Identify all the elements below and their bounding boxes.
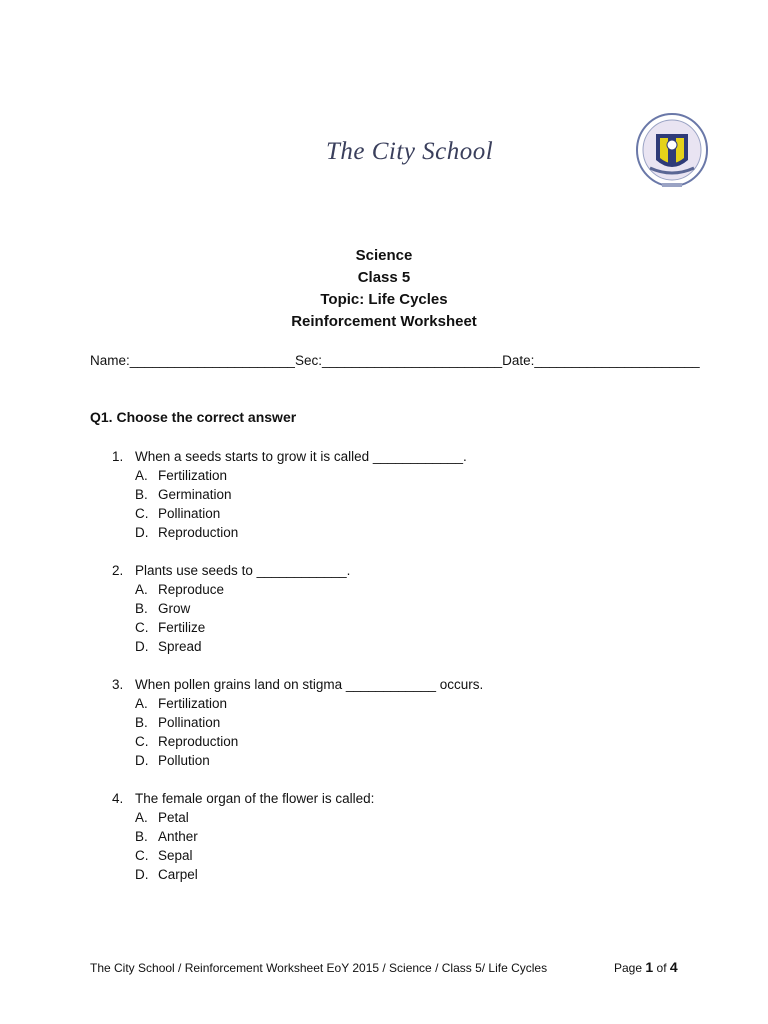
option-letter: B.	[135, 487, 148, 502]
option-text: Spread	[158, 639, 202, 654]
question-number: 2.	[112, 563, 124, 578]
question-number: 1.	[112, 449, 124, 464]
question-stem	[112, 561, 350, 580]
answer-option	[112, 732, 483, 751]
question-text: When pollen grains land on stigma ____________ occurs.	[135, 677, 484, 692]
class-title: Class 5	[357, 269, 411, 286]
option-text: Germination	[158, 487, 232, 502]
option-letter: A.	[135, 696, 148, 711]
option-letter: D.	[135, 753, 149, 768]
section-title: Q1. Choose the correct answer	[90, 409, 297, 425]
answer-option	[112, 504, 467, 523]
option-text: Sepal	[158, 848, 193, 863]
answer-option	[112, 713, 483, 732]
answer-option	[112, 599, 350, 618]
option-text: Fertilization	[158, 696, 228, 711]
answer-option	[112, 618, 350, 637]
question-item	[112, 561, 350, 656]
school-logo-wordmark: The City School	[326, 138, 494, 165]
option-text: Anther	[158, 829, 198, 844]
answer-option	[112, 751, 483, 770]
option-letter: A.	[135, 582, 148, 597]
answer-option	[112, 637, 350, 656]
question-stem	[112, 675, 483, 694]
question-number: 4.	[112, 791, 124, 806]
option-letter: D.	[135, 867, 149, 882]
topic-title: Topic: Life Cycles	[320, 291, 448, 308]
question-text: The female organ of the flower is called:	[135, 791, 375, 806]
option-text: Reproduction	[158, 525, 239, 540]
question-item	[112, 789, 374, 884]
page-of: of	[656, 961, 667, 975]
student-info-line: Name:______________________Sec:________________________Date:______________________	[90, 353, 700, 368]
option-letter: C.	[135, 848, 149, 863]
school-crest-icon	[634, 112, 710, 192]
footer-text: The City School / Reinforcement Worksheet EoY 2015 / Science / Class 5/ Life Cycles	[90, 961, 548, 975]
option-letter: C.	[135, 506, 149, 521]
option-text: Reproduction	[158, 734, 239, 749]
answer-option	[112, 827, 374, 846]
option-letter: B.	[135, 601, 148, 616]
answer-option	[112, 694, 483, 713]
subject-title: Science	[355, 247, 413, 264]
question-text: When a seeds starts to grow it is called ____________.	[135, 449, 467, 464]
question-stem	[112, 789, 374, 808]
answer-option	[112, 466, 467, 485]
page-label: Page	[614, 961, 643, 975]
option-text: Pollution	[158, 753, 210, 768]
option-letter: A.	[135, 810, 148, 825]
question-item	[112, 447, 467, 542]
answer-option	[112, 846, 374, 865]
page-number	[614, 959, 678, 975]
option-text: Carpel	[158, 867, 198, 882]
option-text: Grow	[158, 601, 191, 616]
option-text: Pollination	[158, 715, 221, 730]
question-item	[112, 675, 483, 770]
page-total: 4	[669, 959, 678, 975]
option-letter: C.	[135, 620, 149, 635]
option-letter: B.	[135, 829, 148, 844]
option-text: Reproduce	[158, 582, 225, 597]
page-current: 1	[645, 959, 654, 975]
worksheet-title: Reinforcement Worksheet	[291, 313, 477, 330]
answer-option	[112, 485, 467, 504]
option-letter: D.	[135, 639, 149, 654]
option-text: Petal	[158, 810, 189, 825]
question-text: Plants use seeds to ____________.	[135, 563, 351, 578]
question-stem	[112, 447, 467, 466]
question-number: 3.	[112, 677, 124, 692]
answer-option	[112, 865, 374, 884]
option-letter: D.	[135, 525, 149, 540]
option-text: Pollination	[158, 506, 221, 521]
answer-option	[112, 523, 467, 542]
option-text: Fertilize	[158, 620, 206, 635]
option-letter: C.	[135, 734, 149, 749]
answer-option	[112, 808, 374, 827]
option-text: Fertilization	[158, 468, 228, 483]
option-letter: B.	[135, 715, 148, 730]
worksheet-heading	[0, 245, 768, 333]
option-letter: A.	[135, 468, 148, 483]
answer-option	[112, 580, 350, 599]
